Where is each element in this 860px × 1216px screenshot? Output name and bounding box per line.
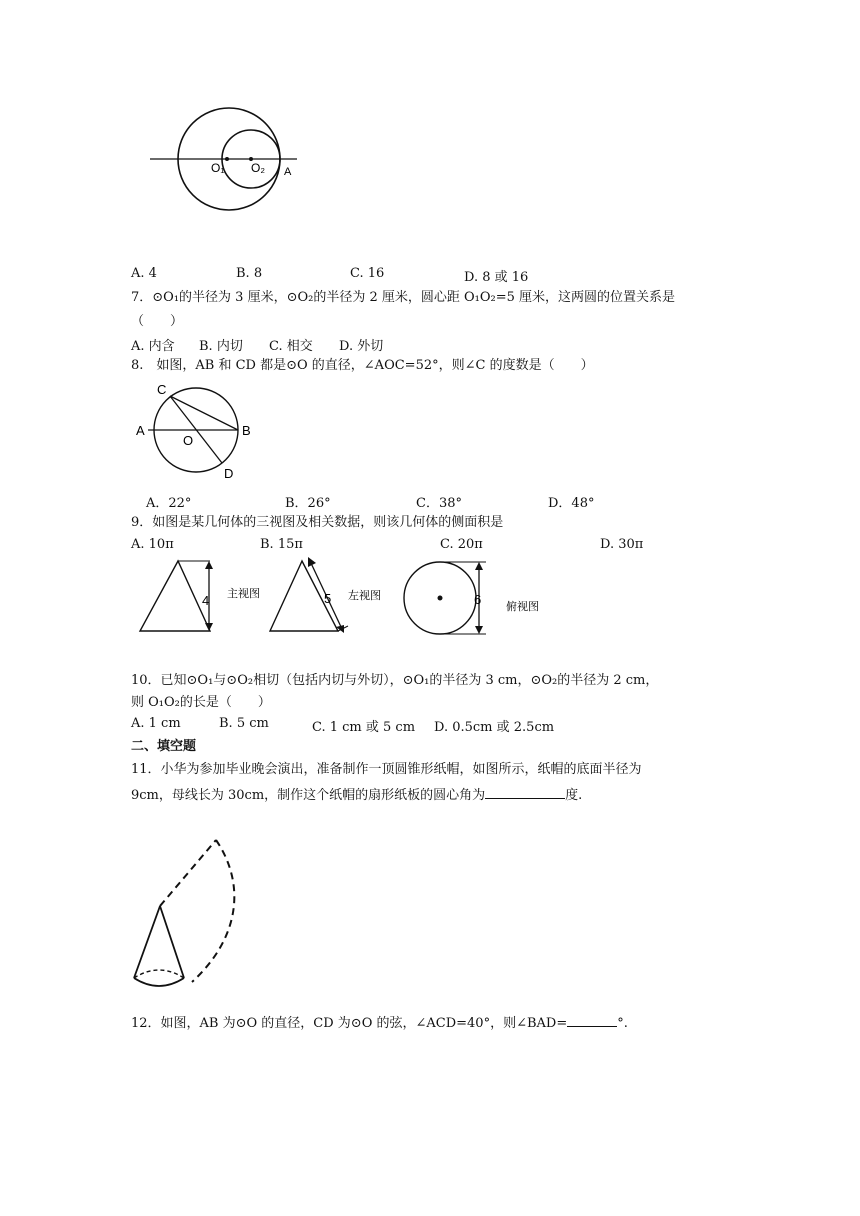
q9-left-view [268,555,418,640]
q6-option-d: D. 8 或 16 [464,270,529,285]
q8-option-c: C．38° [416,496,462,511]
label-o2: O₂ [251,161,265,175]
q9-option-b: B. 15π [260,537,303,552]
q9-option-c: C. 20π [440,537,483,552]
sector-arc-dashed [192,840,234,982]
q12-stem-unit: °. [617,1016,628,1031]
chord-cb [170,396,238,430]
q9-front-view [130,555,270,640]
label-d: D [224,466,234,481]
q7-stem-line2: （ ） [131,314,184,329]
q11-stem-line2 [131,784,582,805]
q9-option-a: A. 10π [131,537,174,552]
q11-stem-line1: 11．小华为参加毕业晚会演出，准备制作一顶圆锥形纸帽，如图所示，纸帽的底面半径为 [131,762,642,777]
cone-left-side [134,906,160,978]
front-view-label: 主视图 [227,588,260,600]
q12-stem [131,1012,628,1033]
q11-answer-blank[interactable] [485,784,565,799]
center-o1-dot [225,157,229,161]
q12-answer-blank[interactable] [567,1012,617,1027]
label-a: A [136,423,145,438]
cone-right-side [160,906,184,978]
q8-option-b: B．26° [285,496,331,511]
cone-base-front [134,978,184,986]
q12-stem-text: 12．如图，AB 为⊙O 的直径，CD 为⊙O 的弦，∠ACD=40°，则∠BAD= [131,1016,568,1031]
label-a: A [284,166,292,178]
q11-stem-text: 9cm，母线长为 30cm，制作这个纸帽的扇形纸板的圆心角为 [131,788,486,803]
q7-option-d: D. 外切 [339,339,384,354]
q9-top-view [402,558,562,642]
arrow-head-up [475,562,483,570]
q6-two-circles-figure [145,105,305,220]
q10-option-a: A. 1 cm [131,716,181,731]
q10-option-b: B. 5 cm [219,716,269,731]
q6-option-b: B. 8 [236,266,263,281]
q6-option-c: C. 16 [350,266,385,281]
left-view-label: 左视图 [348,590,381,602]
center-dot [438,596,443,601]
q11-stem-unit: 度. [565,788,583,803]
label-b: B [242,423,251,438]
left-dim-label: 5 [324,591,332,606]
arrow-head-up [205,561,213,569]
q8-option-d: D．48° [548,496,595,511]
q8-option-a: A．22° [146,496,192,511]
q9-stem: 9．如图是某几何体的三视图及相关数据，则该几何体的侧面积是 [131,515,504,530]
q7-option-b: B. 内切 [199,339,243,354]
label-o: O [183,433,194,448]
top-dim-label: 6 [474,592,482,607]
front-dim-label: 4 [202,593,210,608]
q6-option-a: A. 4 [131,266,157,281]
q10-stem-line2: 则 O₁O₂的长是（ ） [131,695,271,710]
cone-base-back-dashed [134,970,184,978]
section-heading-fill-in: 二、填空题 [131,739,197,754]
q8-circle-figure [130,378,260,484]
q9-option-d: D. 30π [600,537,644,552]
label-o1: O₁ [211,161,225,175]
label-c: C [157,382,167,397]
q7-option-a: A. 内含 [131,339,175,354]
front-triangle [140,561,210,631]
arrow-head-down [475,626,483,634]
q7-option-c: C. 相交 [269,339,313,354]
q11-cone-figure [128,808,258,998]
arrow-head-down [205,623,213,631]
q7-stem-line1: 7．⊙O₁的半径为 3 厘米，⊙O₂的半径为 2 厘米，圆心距 O₁O₂=5 厘米，这两圆的位置关系是 [131,290,676,305]
q10-option-d: D. 0.5cm 或 2.5cm [434,720,555,735]
q10-option-c: C. 1 cm 或 5 cm [312,720,416,735]
sector-radius-dashed [160,840,216,906]
top-view-label: 俯视图 [506,601,539,613]
q8-stem: 8. 如图，AB 和 CD 都是⊙O 的直径，∠AOC=52°，则∠C 的度数是（ ） [131,358,594,373]
q10-stem-line1: 10．已知⊙O₁与⊙O₂相切（包括内切与外切），⊙O₁的半径为 3 cm，⊙O₂的半径为 2 cm， [131,673,659,688]
